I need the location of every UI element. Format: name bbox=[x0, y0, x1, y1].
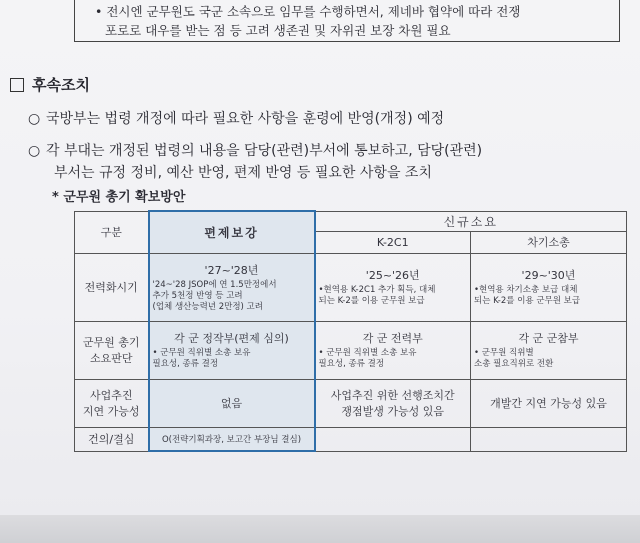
cell-k2c1-delay bbox=[315, 379, 471, 427]
cell-note-1: • 군무원 직위별 소총 보유 bbox=[152, 348, 251, 358]
cell-k2c1-schedule bbox=[315, 253, 471, 321]
cell-pyeonje-schedule bbox=[149, 253, 315, 321]
cell-title: '27~'28년 bbox=[204, 263, 259, 277]
cell-note-2: 되는 K-2를 이용 군무원 보급 bbox=[474, 296, 581, 306]
header-chagi: 차기소총 bbox=[471, 231, 627, 253]
cell-title: '29~'30년 bbox=[521, 269, 576, 282]
cell-title: 각 군 정작부(편제 심의) bbox=[174, 332, 289, 345]
cell-chagi-judgement bbox=[471, 321, 627, 379]
row-label-judgement bbox=[75, 321, 149, 379]
subheading: * 군무원 총기 확보방안 bbox=[52, 190, 186, 205]
cell-chagi-delay: 개발간 지연 가능성 있음 bbox=[471, 379, 627, 427]
note-box bbox=[74, 0, 620, 42]
cell-note-1: •현역용 K-2C1 추가 획득, 대체 bbox=[318, 285, 436, 295]
cell-note-3: (업체 생산능력년 2만정) 고려 bbox=[152, 301, 263, 312]
bullet-item-2 bbox=[28, 140, 482, 184]
cell-chagi-schedule bbox=[471, 253, 627, 321]
row-label-line-1: 사업추진 bbox=[89, 389, 133, 402]
row-label-line-2: 소요판단 bbox=[89, 352, 133, 365]
cell-pyeonje-delay: 없음 bbox=[149, 379, 315, 427]
cell-title: 각 군 군참부 bbox=[518, 332, 579, 345]
bullet-1-text: 국방부는 법령 개정에 따라 필요한 사항을 훈령에 반영(개정) 예정 bbox=[46, 111, 445, 127]
bullet-2-text-1: 각 부대는 개정된 법령의 내용을 담당(관련)부서에 통보하고, 담당(관련) bbox=[46, 143, 483, 159]
cell-chagi-decision bbox=[471, 427, 627, 451]
cell-title: '25~'26년 bbox=[365, 269, 420, 282]
bullet-item-1 bbox=[28, 108, 444, 130]
checkbox-icon bbox=[10, 78, 24, 92]
cell-note-1: • 군무원 직위별 소총 보유 bbox=[318, 348, 417, 358]
cell-pyeonje-decision: O(전략기획과장, 보고간 부장님 결심) bbox=[149, 427, 315, 451]
cell-note-2: 소총 필요직위로 전환 bbox=[474, 359, 554, 369]
header-k2c1: K-2C1 bbox=[315, 231, 471, 253]
firearm-plan-table bbox=[74, 210, 627, 452]
cell-note-1: '24~'28 JSOP에 연 1.5만정에서 bbox=[152, 279, 277, 290]
cell-title: 각 군 전력부 bbox=[362, 332, 423, 345]
section-heading bbox=[10, 74, 90, 95]
cell-line-1: 사업추진 위한 선행조치간 bbox=[330, 389, 455, 402]
row-label-decision: 건의/결심 bbox=[75, 427, 149, 451]
row-label-schedule: 전력화시기 bbox=[75, 253, 149, 321]
section-title: 후속조치 bbox=[32, 76, 90, 94]
desk-shadow bbox=[0, 515, 640, 543]
header-pyeonje: 편제보강 bbox=[149, 211, 315, 253]
cell-note-1: •현역용 차기소총 보급 대체 bbox=[474, 285, 578, 295]
cell-pyeonje-judgement bbox=[149, 321, 315, 379]
row-label-line-1: 군무원 총기 bbox=[82, 336, 140, 349]
cell-note-2: 필요성, 종류 결정 bbox=[152, 359, 219, 369]
row-label-line-2: 지연 가능성 bbox=[82, 405, 140, 418]
cell-note-2: 되는 K-2를 이용 군무원 보급 bbox=[318, 296, 425, 306]
note-line-1: • 전시엔 군무원도 국군 소속으로 임무를 수행하면서, 제네바 협약에 따라 전쟁 bbox=[95, 4, 521, 19]
cell-k2c1-decision bbox=[315, 427, 471, 451]
circle-bullet-icon: ○ bbox=[28, 111, 41, 127]
cell-line-2: 쟁점발생 가능성 있음 bbox=[341, 405, 445, 418]
cell-note-1: • 군무원 직위별 bbox=[474, 348, 534, 358]
note-line-2: 포로로 대우를 받는 점 등 고려 생존권 및 자위권 보장 차원 필요 bbox=[105, 23, 451, 38]
row-label-delay bbox=[75, 379, 149, 427]
cell-k2c1-judgement bbox=[315, 321, 471, 379]
bullet-2-text-2: 부서는 규정 정비, 예산 반영, 편제 반영 등 필요한 사항을 조치 bbox=[54, 165, 432, 181]
header-gubun: 구분 bbox=[75, 211, 149, 253]
cell-note-2: 추가 5천정 반영 등 고려 bbox=[152, 290, 243, 301]
cell-note-2: 필요성, 종류 결정 bbox=[318, 359, 385, 369]
header-singyu: 신규소요 bbox=[315, 211, 627, 231]
circle-bullet-icon: ○ bbox=[28, 143, 41, 159]
